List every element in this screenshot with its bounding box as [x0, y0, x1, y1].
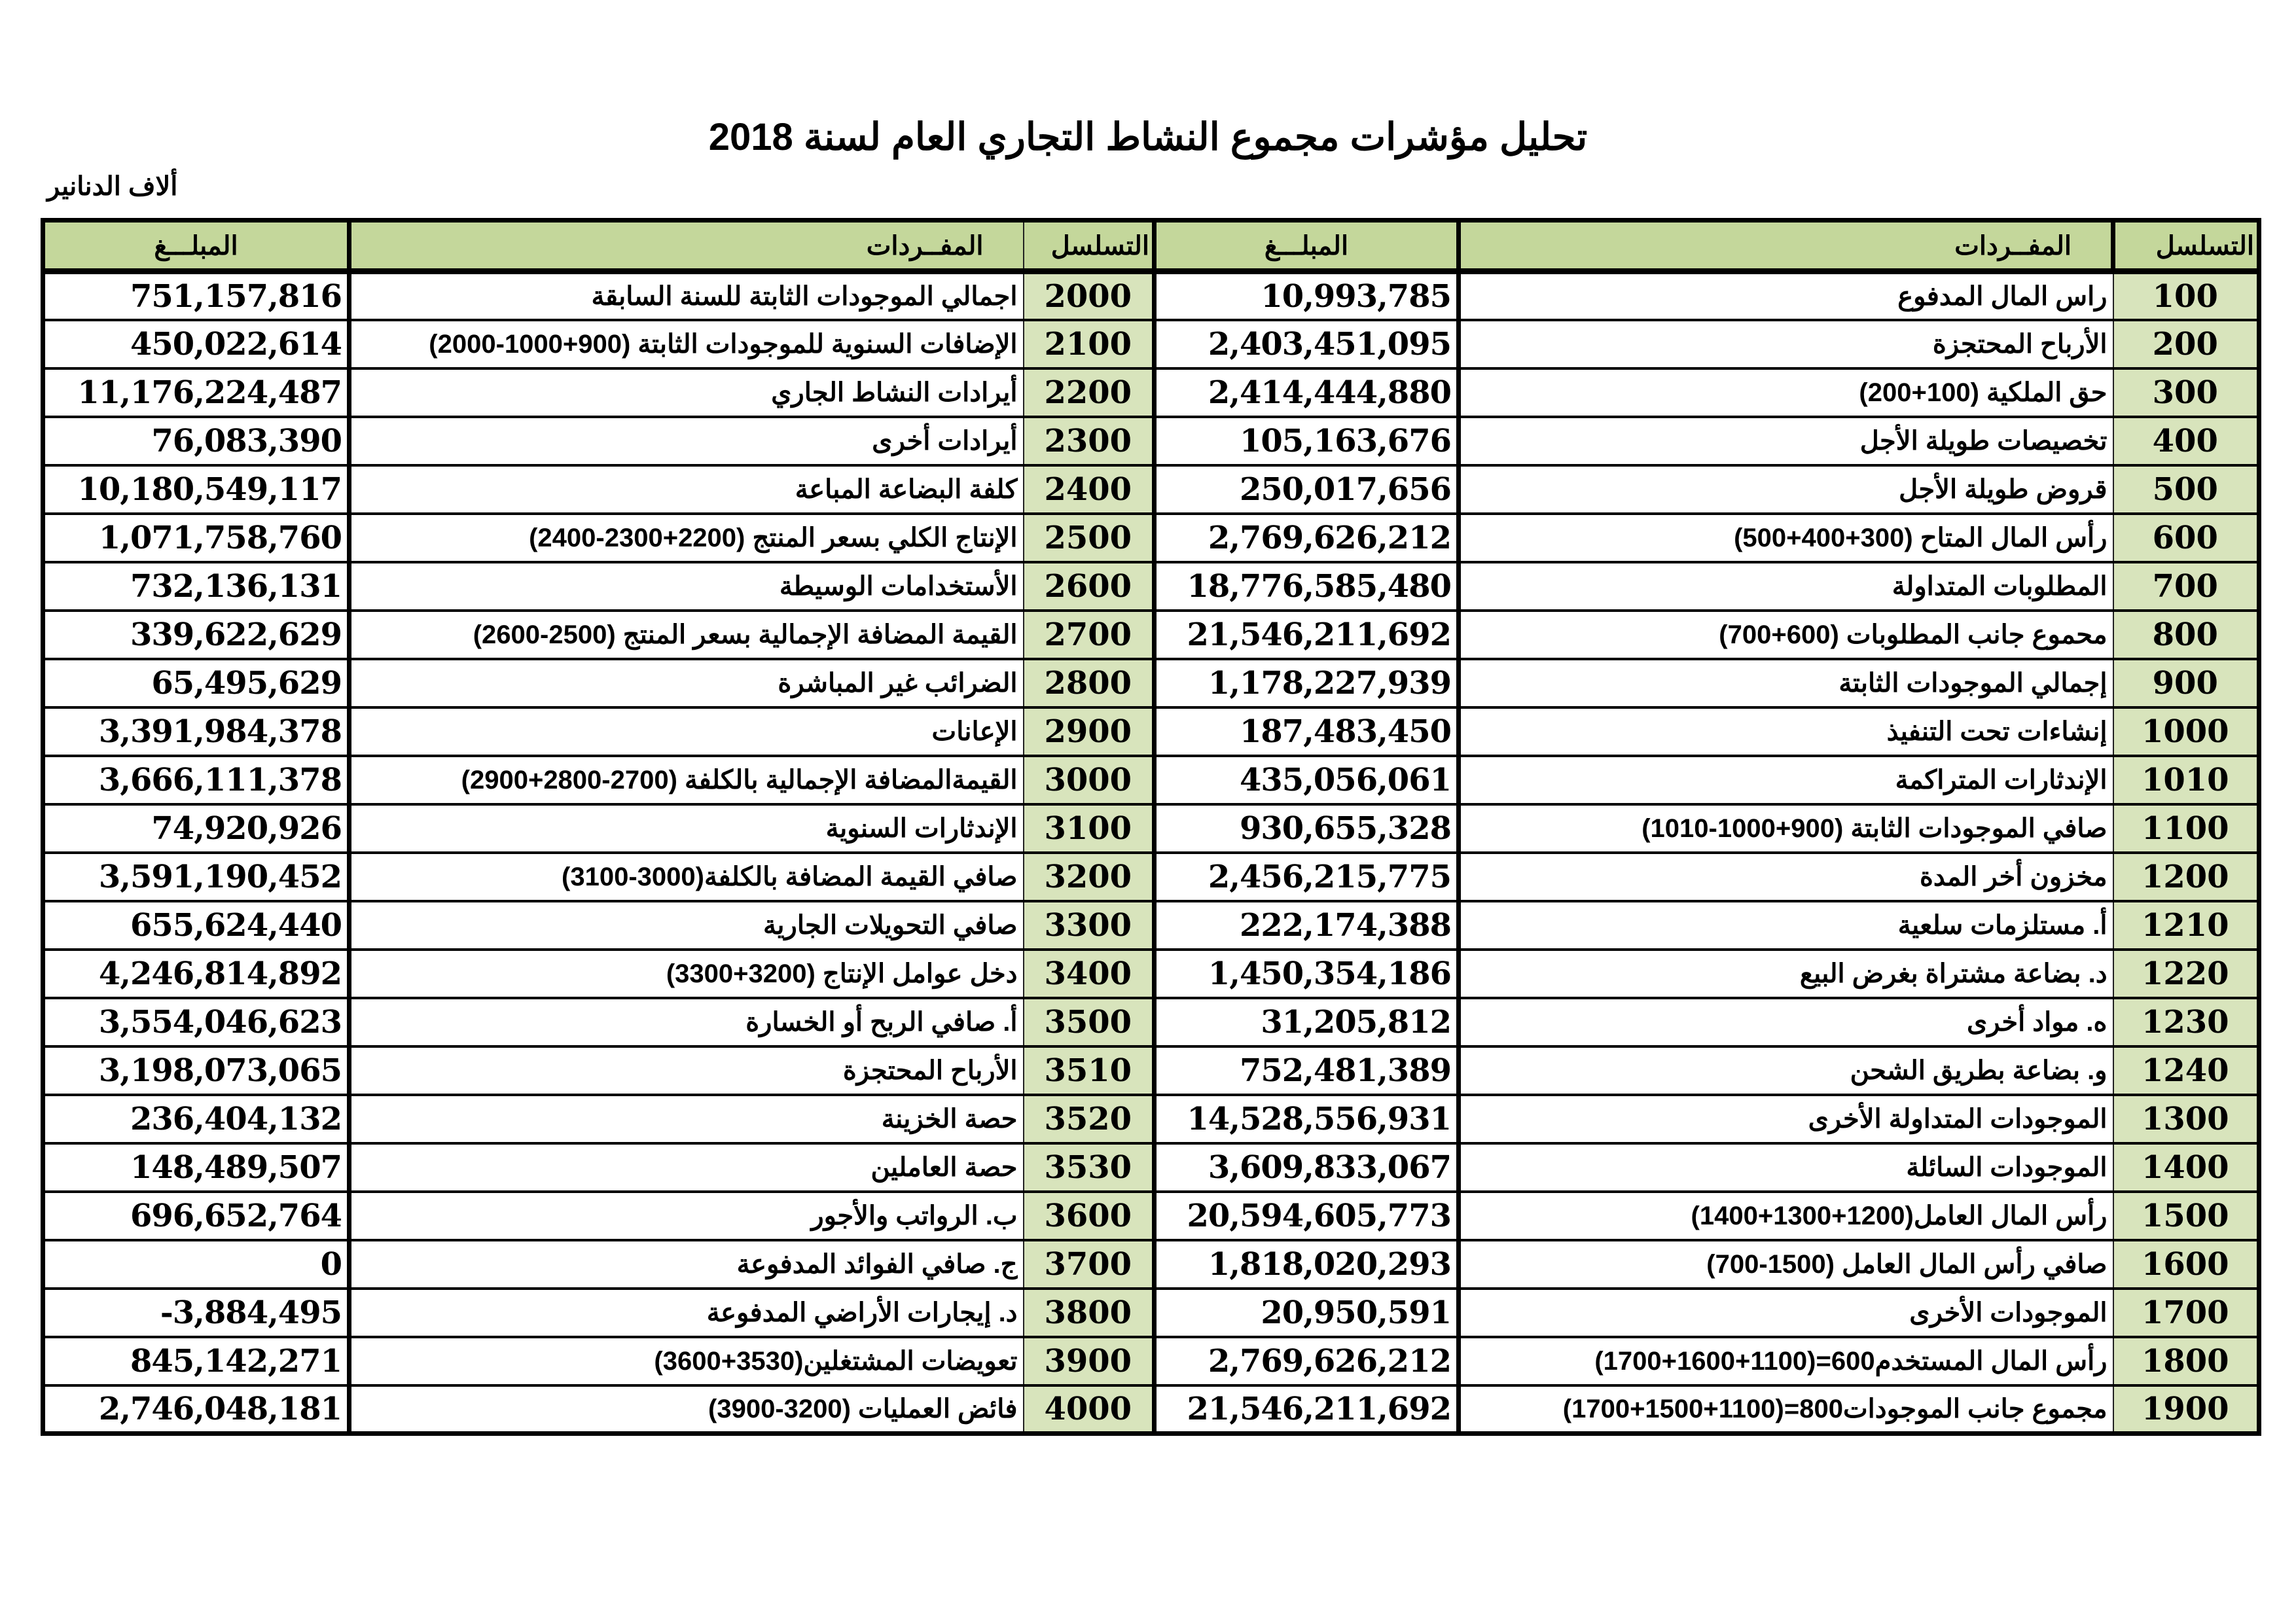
right-amount-cell: 20,950,591	[1155, 1289, 1459, 1337]
right-item-cell: الأرباح المحتجزة	[1459, 320, 2113, 368]
right-serial-cell: 1900	[2113, 1385, 2259, 1434]
right-item-cell: رأس المال المستخدم600=(1100+1600+1700)	[1459, 1337, 2113, 1385]
table-row	[43, 1143, 2259, 1192]
left-item-cell: القيمةالمضافة الإجمالية بالكلفة (2700-2800+2900)	[350, 756, 1024, 804]
left-item-cell: الإنتاج الكلي بسعر المنتج (2200+2300-2400)	[350, 514, 1024, 562]
left-amount-cell: 339,622,629	[43, 611, 350, 659]
right-item-cell: الموجودات السائلة	[1459, 1143, 2113, 1192]
left-item-cell: القيمة المضافة الإجمالية بسعر المنتج (2500-2600)	[350, 611, 1024, 659]
left-serial-cell: 3700	[1024, 1240, 1155, 1289]
right-serial-cell: 800	[2113, 611, 2259, 659]
right-amount-cell: 18,776,585,480	[1155, 562, 1459, 611]
right-item-cell: صافي الموجودات الثابتة (900+1000-1010)	[1459, 804, 2113, 853]
table-row	[43, 417, 2259, 465]
left-serial-cell: 3600	[1024, 1192, 1155, 1240]
right-serial-cell: 400	[2113, 417, 2259, 465]
left-serial-cell: 3300	[1024, 901, 1155, 950]
table-row	[43, 853, 2259, 901]
right-serial-cell: 1200	[2113, 853, 2259, 901]
right-amount-cell: 222,174,388	[1155, 901, 1459, 950]
right-amount-cell: 1,450,354,186	[1155, 950, 1459, 998]
right-serial-cell: 1600	[2113, 1240, 2259, 1289]
header-items-right: المفــردات	[1459, 221, 2113, 272]
table-row	[43, 611, 2259, 659]
right-amount-cell: 2,769,626,212	[1155, 514, 1459, 562]
right-serial-cell: 1100	[2113, 804, 2259, 853]
right-item-cell: الإندثارات المتراكمة	[1459, 756, 2113, 804]
left-amount-cell: 74,920,926	[43, 804, 350, 853]
header-amount-left: المبلـــغ	[43, 221, 350, 272]
left-serial-cell: 2100	[1024, 320, 1155, 368]
left-amount-cell: 10,180,549,117	[43, 465, 350, 514]
left-amount-cell: 450,022,614	[43, 320, 350, 368]
right-item-cell: مجموع جانب الموجودات800=(1100+1500+1700)	[1459, 1385, 2113, 1434]
right-amount-cell: 21,546,211,692	[1155, 1385, 1459, 1434]
left-amount-cell: 3,391,984,378	[43, 707, 350, 756]
table-row	[43, 804, 2259, 853]
left-item-cell: حصة العاملين	[350, 1143, 1024, 1192]
right-item-cell: المطلوبات المتداولة	[1459, 562, 2113, 611]
right-serial-cell: 900	[2113, 659, 2259, 707]
left-serial-cell: 2800	[1024, 659, 1155, 707]
left-amount-cell: 655,624,440	[43, 901, 350, 950]
left-serial-cell: 3400	[1024, 950, 1155, 998]
left-serial-cell: 4000	[1024, 1385, 1155, 1434]
right-serial-cell: 100	[2113, 272, 2259, 320]
left-serial-cell: 2500	[1024, 514, 1155, 562]
left-amount-cell: 751,157,816	[43, 272, 350, 320]
table-row	[43, 659, 2259, 707]
left-amount-cell: 3,666,111,378	[43, 756, 350, 804]
right-amount-cell: 3,609,833,067	[1155, 1143, 1459, 1192]
left-amount-cell: 732,136,131	[43, 562, 350, 611]
left-serial-cell: 2400	[1024, 465, 1155, 514]
right-item-cell: حق الملكية (100+200)	[1459, 368, 2113, 417]
left-serial-cell: 2900	[1024, 707, 1155, 756]
left-amount-cell: 3,591,190,452	[43, 853, 350, 901]
right-amount-cell: 10,993,785	[1155, 272, 1459, 320]
left-item-cell: د. إيجارات الأراضي المدفوعة	[350, 1289, 1024, 1337]
right-amount-cell: 2,456,215,775	[1155, 853, 1459, 901]
right-item-cell: راس المال المدفوع	[1459, 272, 2113, 320]
right-serial-cell: 200	[2113, 320, 2259, 368]
right-serial-cell: 1700	[2113, 1289, 2259, 1337]
right-item-cell: رأس المال المتاح (300+400+500)	[1459, 514, 2113, 562]
table-row	[43, 998, 2259, 1046]
right-amount-cell: 1,818,020,293	[1155, 1240, 1459, 1289]
left-item-cell: الضرائب غير المباشرة	[350, 659, 1024, 707]
table-row	[43, 1289, 2259, 1337]
left-amount-cell: 11,176,224,487	[43, 368, 350, 417]
left-amount-cell: 4,246,814,892	[43, 950, 350, 998]
left-item-cell: الإندثارات السنوية	[350, 804, 1024, 853]
left-serial-cell: 3900	[1024, 1337, 1155, 1385]
right-serial-cell: 1400	[2113, 1143, 2259, 1192]
right-serial-cell: 1000	[2113, 707, 2259, 756]
left-amount-cell: 1,071,758,760	[43, 514, 350, 562]
right-serial-cell: 600	[2113, 514, 2259, 562]
left-item-cell: أيرادات أخرى	[350, 417, 1024, 465]
table-row	[43, 1046, 2259, 1095]
left-serial-cell: 3510	[1024, 1046, 1155, 1095]
right-item-cell: إنشاءات تحت التنفيذ	[1459, 707, 2113, 756]
left-item-cell: أ. صافي الربح أو الخسارة	[350, 998, 1024, 1046]
left-serial-cell: 3100	[1024, 804, 1155, 853]
page-title: تحليل مؤشرات مجموع النشاط التجاري العام لسنة 2018	[708, 116, 1588, 158]
right-serial-cell: 300	[2113, 368, 2259, 417]
right-serial-cell: 500	[2113, 465, 2259, 514]
right-item-cell: ه. مواد أخرى	[1459, 998, 2113, 1046]
left-amount-cell: 845,142,271	[43, 1337, 350, 1385]
right-item-cell: و. بضاعة بطريق الشحن	[1459, 1046, 2113, 1095]
left-item-cell: أيرادات النشاط الجاري	[350, 368, 1024, 417]
left-serial-cell: 2600	[1024, 562, 1155, 611]
table-row	[43, 707, 2259, 756]
right-item-cell: د. بضاعة مشتراة بغرض البيع	[1459, 950, 2113, 998]
left-amount-cell: 3,198,073,065	[43, 1046, 350, 1095]
left-item-cell: الأستخدامات الوسيطة	[350, 562, 1024, 611]
table-row	[43, 901, 2259, 950]
table-row	[43, 368, 2259, 417]
right-serial-cell: 1230	[2113, 998, 2259, 1046]
table-row	[43, 465, 2259, 514]
table-row	[43, 1385, 2259, 1434]
right-serial-cell: 700	[2113, 562, 2259, 611]
right-amount-cell: 20,594,605,773	[1155, 1192, 1459, 1240]
table-row	[43, 514, 2259, 562]
right-serial-cell: 1220	[2113, 950, 2259, 998]
table-row	[43, 1192, 2259, 1240]
right-amount-cell: 1,178,227,939	[1155, 659, 1459, 707]
left-amount-cell: 236,404,132	[43, 1095, 350, 1143]
table-row	[43, 272, 2259, 320]
right-item-cell: الموجودات المتداولة الأخرى	[1459, 1095, 2113, 1143]
header-amount-right: المبلـــغ	[1155, 221, 1459, 272]
right-amount-cell: 31,205,812	[1155, 998, 1459, 1046]
table-row	[43, 950, 2259, 998]
right-amount-cell: 105,163,676	[1155, 417, 1459, 465]
left-amount-cell: 148,489,507	[43, 1143, 350, 1192]
header-serial-right: التسلسل	[2113, 221, 2259, 272]
table-row	[43, 756, 2259, 804]
right-amount-cell: 752,481,389	[1155, 1046, 1459, 1095]
table-row	[43, 562, 2259, 611]
left-item-cell: دخل عوامل الإنتاج (3200+3300)	[350, 950, 1024, 998]
left-item-cell: اجمالي الموجودات الثابتة للسنة السابقة	[350, 272, 1024, 320]
table-body	[43, 272, 2259, 1434]
header-row	[43, 221, 2259, 272]
left-amount-cell: 76,083,390	[43, 417, 350, 465]
left-amount-cell: 3,554,046,623	[43, 998, 350, 1046]
left-amount-cell: 696,652,764	[43, 1192, 350, 1240]
table-row	[43, 1240, 2259, 1289]
right-item-cell: رأس المال العامل(1200+1300+1400)	[1459, 1192, 2113, 1240]
right-item-cell: إجمالي الموجودات الثابتة	[1459, 659, 2113, 707]
right-amount-cell: 187,483,450	[1155, 707, 1459, 756]
left-item-cell: الإضافات السنوية للموجودات الثابتة (900+1000-2000)	[350, 320, 1024, 368]
table-row	[43, 1337, 2259, 1385]
right-amount-cell: 2,403,451,095	[1155, 320, 1459, 368]
right-item-cell: تخصيصات طويلة الأجل	[1459, 417, 2113, 465]
left-serial-cell: 3800	[1024, 1289, 1155, 1337]
table-row	[43, 1095, 2259, 1143]
left-amount-cell: -3,884,495	[43, 1289, 350, 1337]
right-item-cell: قروض طويلة الأجل	[1459, 465, 2113, 514]
left-serial-cell: 2300	[1024, 417, 1155, 465]
left-item-cell: فائض العمليات (3200-3900)	[350, 1385, 1024, 1434]
indicators-table	[41, 218, 2261, 1436]
header-serial-left: التسلسل	[1024, 221, 1155, 272]
left-item-cell: تعويضات المشتغلين(3530+3600)	[350, 1337, 1024, 1385]
left-item-cell: ب. الرواتب والأجور	[350, 1192, 1024, 1240]
left-item-cell: صافي التحويلات الجارية	[350, 901, 1024, 950]
right-item-cell: الموجودات الأخرى	[1459, 1289, 2113, 1337]
left-item-cell: صافي القيمة المضافة بالكلفة(3000-3100)	[350, 853, 1024, 901]
left-serial-cell: 3500	[1024, 998, 1155, 1046]
table-row	[43, 320, 2259, 368]
right-amount-cell: 930,655,328	[1155, 804, 1459, 853]
left-serial-cell: 2000	[1024, 272, 1155, 320]
right-item-cell: أ. مستلزمات سلعية	[1459, 901, 2113, 950]
right-amount-cell: 14,528,556,931	[1155, 1095, 1459, 1143]
left-serial-cell: 2200	[1024, 368, 1155, 417]
left-serial-cell: 3520	[1024, 1095, 1155, 1143]
left-serial-cell: 3200	[1024, 853, 1155, 901]
units-label: ألاف الدنانير	[47, 172, 178, 201]
right-item-cell: صافي رأس المال العامل (1500-700)	[1459, 1240, 2113, 1289]
left-amount-cell: 2,746,048,181	[43, 1385, 350, 1434]
right-amount-cell: 250,017,656	[1155, 465, 1459, 514]
right-amount-cell: 2,769,626,212	[1155, 1337, 1459, 1385]
left-amount-cell: 0	[43, 1240, 350, 1289]
left-item-cell: حصة الخزينة	[350, 1095, 1024, 1143]
right-item-cell: محموع جانب المطلوبات (600+700)	[1459, 611, 2113, 659]
right-serial-cell: 1500	[2113, 1192, 2259, 1240]
right-serial-cell: 1210	[2113, 901, 2259, 950]
right-amount-cell: 21,546,211,692	[1155, 611, 1459, 659]
right-amount-cell: 435,056,061	[1155, 756, 1459, 804]
left-item-cell: كلفة البضاعة المباعة	[350, 465, 1024, 514]
left-serial-cell: 3530	[1024, 1143, 1155, 1192]
right-amount-cell: 2,414,444,880	[1155, 368, 1459, 417]
right-serial-cell: 1800	[2113, 1337, 2259, 1385]
header-items-left: المفــردات	[350, 221, 1024, 272]
left-item-cell: ج. صافي الفوائد المدفوعة	[350, 1240, 1024, 1289]
left-amount-cell: 65,495,629	[43, 659, 350, 707]
left-item-cell: الأرباح المحتجزة	[350, 1046, 1024, 1095]
right-serial-cell: 1300	[2113, 1095, 2259, 1143]
left-item-cell: الإعانات	[350, 707, 1024, 756]
right-serial-cell: 1240	[2113, 1046, 2259, 1095]
left-serial-cell: 3000	[1024, 756, 1155, 804]
left-serial-cell: 2700	[1024, 611, 1155, 659]
right-item-cell: مخزون أخر المدة	[1459, 853, 2113, 901]
right-serial-cell: 1010	[2113, 756, 2259, 804]
